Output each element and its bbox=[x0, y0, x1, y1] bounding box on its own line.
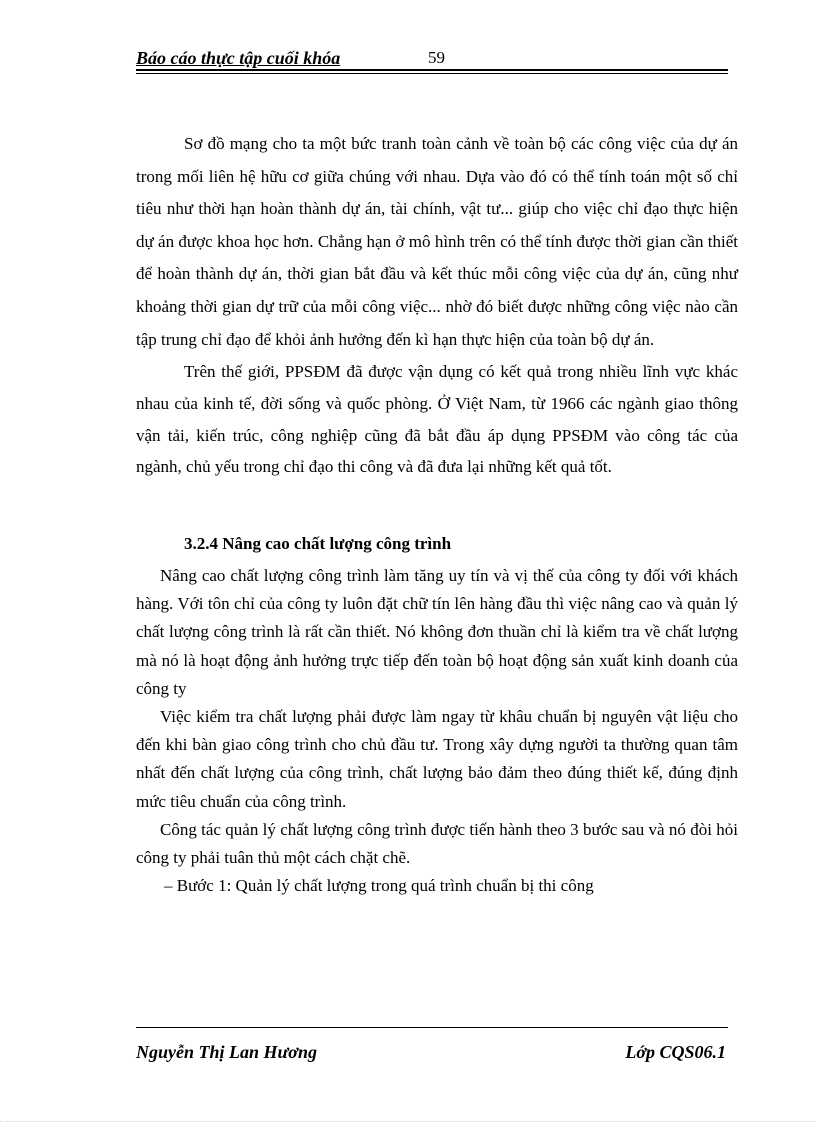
header-title: Báo cáo thực tập cuối khóa bbox=[136, 48, 341, 68]
footer-author: Nguyễn Thị Lan Hương bbox=[136, 1042, 317, 1062]
paragraph-network-diagram: Sơ đồ mạng cho ta một bức tranh toàn cảnh về toàn bộ các công việc của dự án trong mối liên hệ hữu cơ giữa chúng với nhau. Dựa vào đó có thể tính toán một số chỉ tiêu như thời hạn hoàn thành dự án, tài chính, vật tư... giúp cho việc chỉ đạo thực hiện dự án được khoa học hơn. Chẳng hạn ở mô hình trên có thể tính được thời gian cần thiết để hoàn thành dự án, thời gian bắt đầu và kết thúc mỗi công việc của dự án, cũng như khoảng thời gian dự trữ của mỗi công việc... nhờ đó biết được những công việc nào cần tập trung chỉ đạo để khỏi ảnh hưởng đến kì hạn thực hiện của toàn bộ dự án. bbox=[136, 134, 738, 349]
footer-rule bbox=[136, 1027, 728, 1028]
paragraph-quality-steps: Công tác quản lý chất lượng công trình được tiến hành theo 3 bước sau và nó đòi hỏi công ty phải tuân thủ một cách chặt chẽ. bbox=[136, 819, 738, 867]
header-rule-thin bbox=[136, 73, 728, 74]
paragraph-quality-inspection: Việc kiểm tra chất lượng phải được làm ngay từ khâu chuẩn bị nguyên vật liệu cho đến khi bàn giao công trình cho chủ đầu tư. Trong xây dựng người ta thường quan tâm nhất đến chất lượng của công trình, chất lượng bảo đảm theo đúng thiết kế, đúng định mức tiêu chuẩn của công trình. bbox=[136, 706, 738, 811]
header-rule-thick bbox=[136, 69, 728, 71]
body-content bbox=[136, 128, 738, 900]
paragraph-ppsdm-usage: Trên thế giới, PPSĐM đã được vận dụng có kết quả trong nhiều lĩnh vực khác nhau của kinh tế, đời sống và quốc phòng. Ở Việt Nam, từ 1966 các ngành giao thông vận tải, kiến trúc, công nghiệp cũng đã bắt đầu áp dụng PPSĐM vào công tác của ngành, chủ yếu trong chỉ đạo thi công và đã đưa lại những kết quả tốt. bbox=[136, 362, 738, 477]
paragraph-quality-improvement: Nâng cao chất lượng công trình làm tăng uy tín và vị thế của công ty đối với khách hàng. Với tôn chỉ của công ty luôn đặt chữ tín lên hàng đầu thì việc nâng cao và quản lý chất lượng công trình là rất cần thiết. Nó không đơn thuần chỉ là kiểm tra về chất lượng mà nó là hoạt động ảnh hưởng trực tiếp đến toàn bộ hoạt động sản xuất kinh doanh của công ty bbox=[136, 565, 738, 698]
footer-class: Lớp CQS06.1 bbox=[625, 1042, 726, 1062]
section-heading: 3.2.4 Nâng cao chất lượng công trình bbox=[184, 533, 452, 553]
page-number: 59 bbox=[428, 48, 445, 67]
bullet-step-1: – Bước 1: Quản lý chất lượng trong quá trình chuẩn bị thi công bbox=[164, 876, 594, 896]
